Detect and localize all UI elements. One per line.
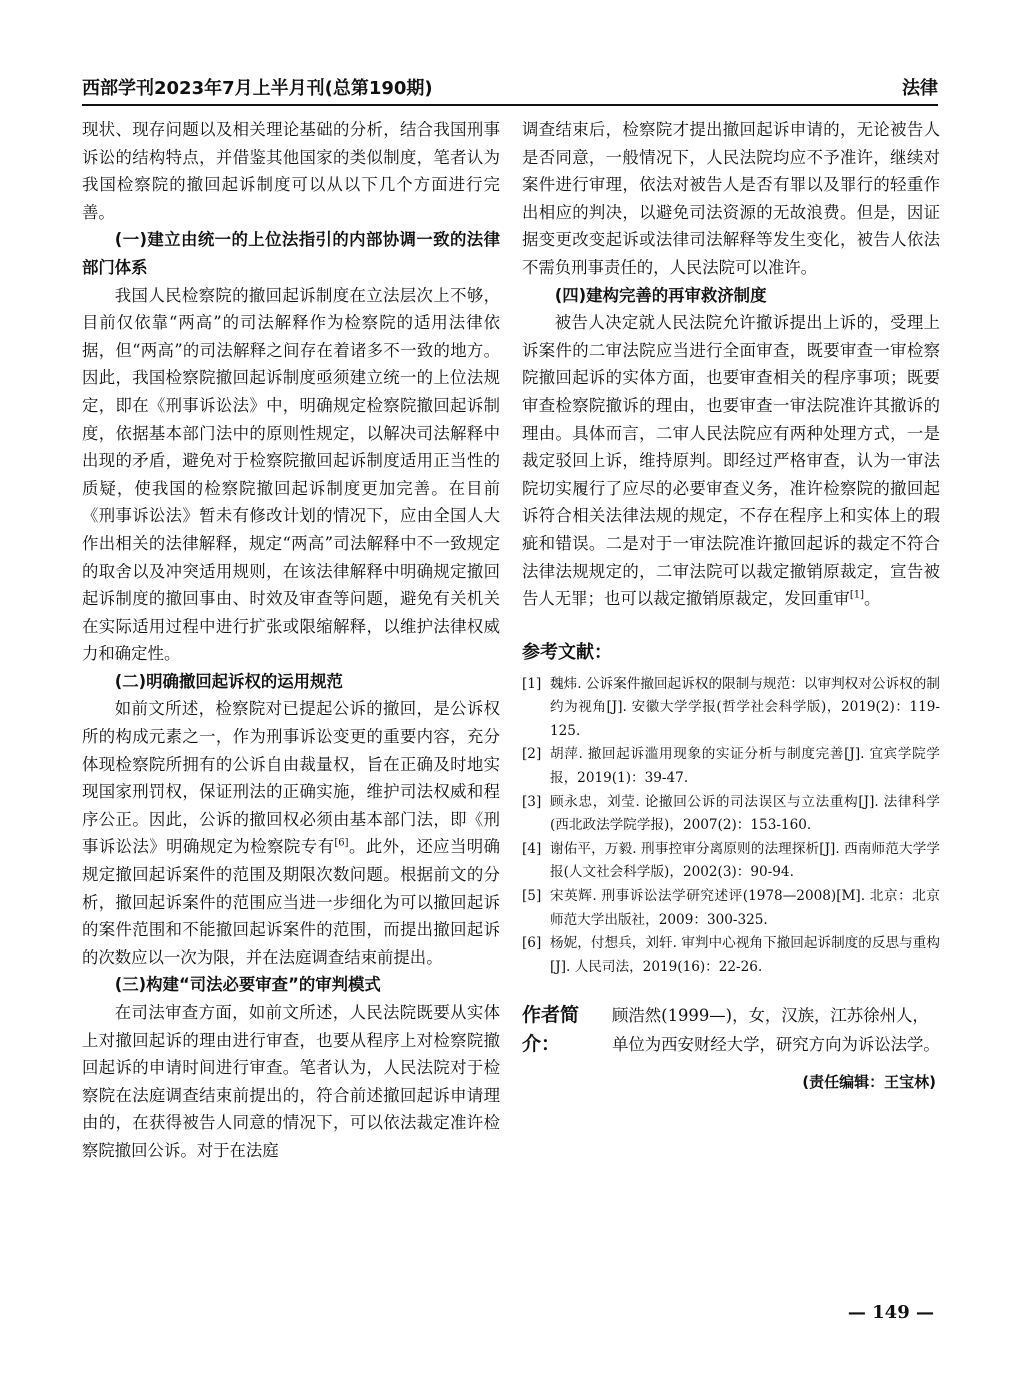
- reference-number: [3]: [522, 793, 542, 810]
- page-number: — 149 —: [847, 1302, 934, 1323]
- section-label: 法律: [902, 78, 938, 99]
- journal-title: 西部学刊2023年7月上半月刊(总第190期): [82, 78, 433, 99]
- paragraph-text: 。此外，还应当明确规定撤回起诉案件的范围及期限次数问题。根据前文的分析，撤回起诉案件的范围应当进一步细化为可以撤回起诉的案件范围和不能撤回起诉案件的范围，而提出撤回起诉的次数应以一次为限，并在法庭调查结束前提出。: [82, 837, 501, 967]
- section-heading: (二)明确撤回起诉权的运用规范: [114, 671, 343, 691]
- references-title: 参考文献：: [522, 641, 612, 663]
- reference-text: 胡萍. 撤回起诉滥用现象的实证分析与制度完善[J]. 宜宾学院学报，2019(1)：39-47.: [550, 746, 940, 787]
- references-list: [522, 673, 940, 980]
- reference-number: [2]: [522, 746, 542, 763]
- section-heading: (三)构建“司法必要审查”的审判模式: [114, 975, 381, 995]
- paragraph-text: 。: [863, 589, 881, 609]
- reference-number: [5]: [522, 888, 542, 905]
- author-bio-text: 顾浩然(1999—)，女，汉族，江苏徐州人，单位为西安财经大学，研究方向为诉讼法学。: [612, 1006, 940, 1055]
- reference-item: [522, 932, 940, 979]
- reference-item: [522, 791, 940, 838]
- author-bio: [522, 1001, 940, 1059]
- author-bio-label: 作者简介：: [522, 1004, 580, 1056]
- reference-text: 顾永忠，刘莹. 论撤回公诉的司法误区与立法重构[J]. 法律科学(西北政法学院学报)，2007(2)：153-160.: [550, 793, 940, 834]
- citation-marker: [1]: [849, 589, 864, 601]
- reference-item: [522, 673, 940, 744]
- reference-number: [6]: [522, 935, 542, 952]
- paragraph-text: 如前文所述，检察院对已提起公诉的撤回，是公诉权所的构成元素之一，作为刑事诉讼变更的重要内容，充分体现检察院所拥有的公诉自由裁量权，旨在正确及时地实现国家刑罚权，保证刑法的正确实施，维护司法权威和程序公正。因此，公诉的撤回权必须由基本部门法，即《刑事诉讼法》明确规定为检察院专有: [82, 699, 500, 857]
- left-column: [82, 116, 500, 1165]
- reference-item: [522, 838, 940, 885]
- paragraph-text: 被告人决定就人民法院允许撤诉提出上诉的，受理上诉案件的二审法院应当进行全面审查，既要审查一审检察院撤回起诉的实体方面，也要审查相关的程序事项；既要审查检察院撤诉的理由，也要审查一审法院准许其撤诉的理由。具体而言，二审人民法院应有两种处理方式，一是裁定驳回上诉，维持原判。即经过严格审查，认为一审法院切实履行了应尽的必要审查义务，准许检察院的撤回起诉符合相关法律法规的规定，不存在程序上和实体上的瑕疵和错误。二是对于一审法院准许撤回起诉的裁定不符合法律法规规定的，二审法院可以裁定撤销原裁定，宣告被告人无罪；也可以裁定撤销原裁定，发回重审: [522, 313, 940, 609]
- responsible-editor: (责任编辑：王宝林): [802, 1073, 936, 1092]
- paragraph: [522, 309, 940, 613]
- paragraph: 在司法审查方面，如前文所述，人民法院既要从实体上对撤回起诉的理由进行审查，也要从程序上对检察院撤回起诉的申请时间进行审查。笔者认为，人民法院对于检察院在法庭调查结束前提出的，符合前述撤回起诉申请理由的，在获得被告人同意的情况下，可以依法裁定准许检察院撤回公诉。对于在法庭: [82, 1003, 500, 1160]
- paragraph: 调查结束后，检察院才提出撤回起诉申请的，无论被告人是否同意，一般情况下，人民法院均应不予准许，继续对案件进行审理，依法对被告人是否有罪以及罪行的轻重作出相应的判决，以避免司法资源的无故浪费。但是，因证据变更改变起诉或法律司法解释等发生变化，被告人依法不需负刑事责任的，人民法院可以准许。: [522, 120, 940, 277]
- paragraph: [82, 695, 500, 971]
- reference-text: 谢佑平，万毅. 刑事控审分离原则的法理探析[J]. 西南师范大学学报(人文社会科学版)，2002(3)：90-94.: [550, 840, 940, 881]
- reference-item: [522, 885, 940, 932]
- reference-text: 杨妮，付想兵，刘轩. 审判中心视角下撤回起诉制度的反思与重构[J]. 人民司法，2019(16)：22-26.: [550, 935, 940, 975]
- reference-text: 宋英辉. 刑事诉讼法学研究述评(1978—2008)[M]. 北京：北京师范大学出版社，2009：300-325.: [550, 888, 940, 928]
- reference-text: 魏炜. 公诉案件撤回起诉权的限制与规范：以审判权对公诉权的制约为视角[J]. 安徽大学学报(哲学社会科学版)，2019(2)：119-125.: [550, 675, 940, 739]
- reference-number: [4]: [522, 840, 542, 857]
- section-heading: (四)建构完善的再审救济制度: [554, 285, 767, 305]
- page-header: [82, 70, 938, 106]
- paragraph: 现状、现存问题以及相关理论基础的分析，结合我国刑事诉讼的结构特点，并借鉴其他国家的类似制度，笔者认为我国检察院的撤回起诉制度可以从以下几个方面进行完善。: [82, 120, 500, 222]
- section-heading: (一)建立由统一的上位法指引的内部协调一致的法律部门体系: [82, 230, 500, 277]
- reference-item: [522, 743, 940, 790]
- paragraph: 我国人民检察院的撤回起诉制度在立法层次上不够，目前仅依靠“两高”的司法解释作为检察院的适用法律依据，但“两高”的司法解释之间存在着诸多不一致的地方。因此，我国检察院撤回起诉制度亟须建立统一的上位法规定，即在《刑事诉讼法》中，明确规定检察院撤回起诉制度，依据基本部门法中的原则性规定，以解决司法解释中出现的矛盾，避免对于检察院撤回起诉制度适用正当性的质疑，使我国的检察院撤回起诉制度更加完善。在目前《刑事诉讼法》暂未有修改计划的情况下，应由全国人大作出相关的法律解释，规定“两高”司法解释中不一致规定的取舍以及冲突适用规则，在该法律解释中明确规定撤回起诉制度的撤回事由、时效及审查等问题，避免有关机关在实际适用过程中进行扩张或限缩解释，以维护法律权威力和确定性。: [82, 285, 500, 664]
- citation-marker: [6]: [334, 837, 349, 849]
- right-column: [522, 116, 940, 1092]
- reference-number: [1]: [522, 675, 542, 692]
